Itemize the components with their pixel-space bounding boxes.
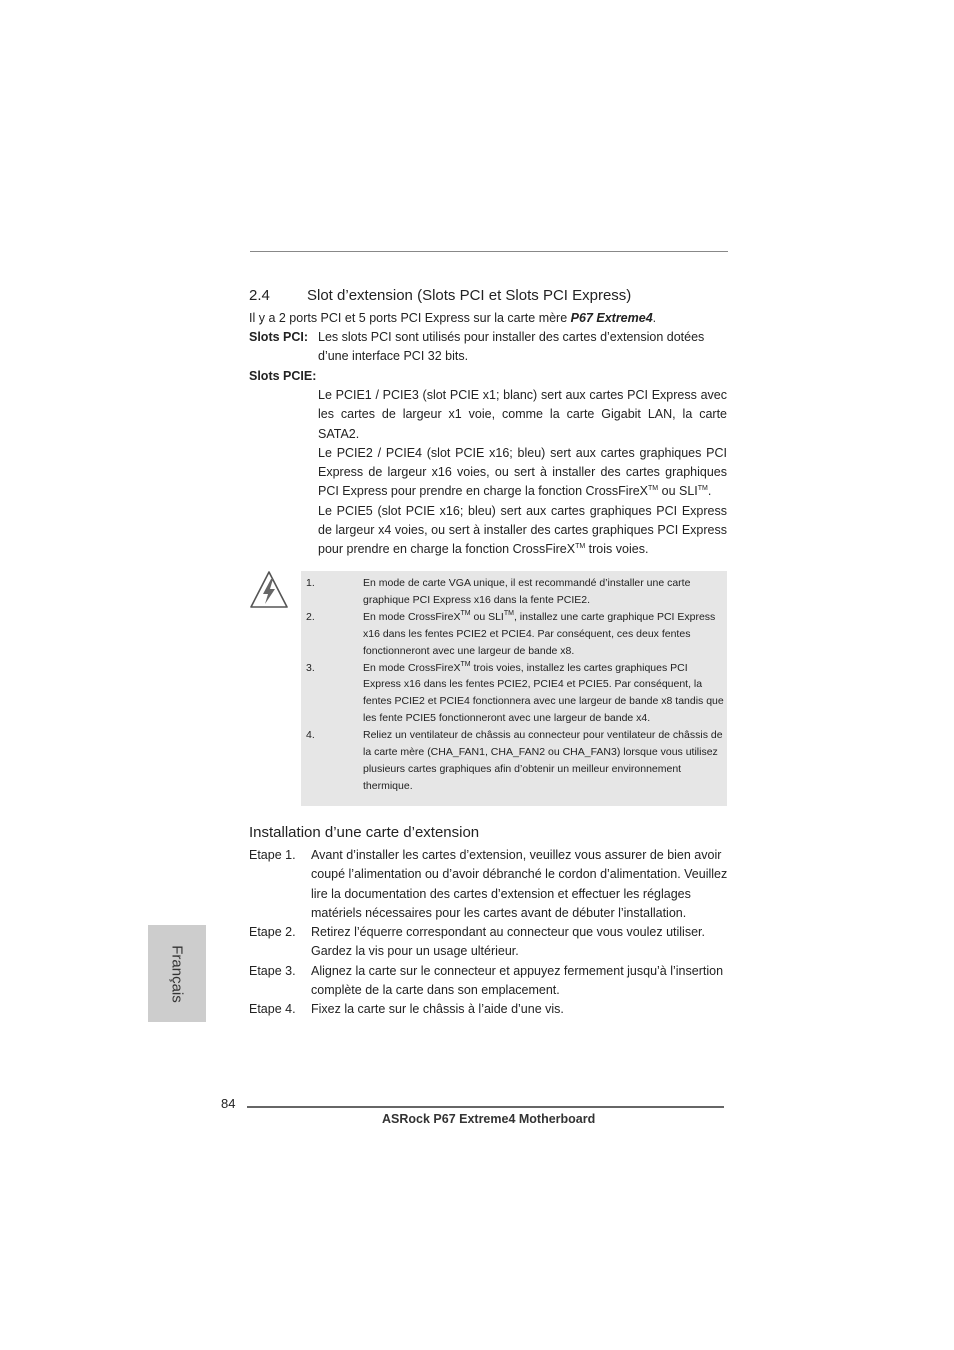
trademark: TM [648, 485, 659, 493]
note-number: 1. [306, 577, 315, 589]
note-number: 2. [306, 610, 315, 623]
pci-description: Les slots PCI sont utilisés pour installer des cartes d’extension dotées d’une interface PCI 32 bits. [318, 330, 705, 364]
note-item [301, 609, 727, 660]
note-item [301, 727, 727, 795]
trademark: TM [460, 660, 471, 668]
note-box [301, 571, 727, 806]
note-text: En mode de carte VGA unique, il est recommandé d’installer une carte graphique PCI Express x16 dans la fente PCIE2. [363, 577, 691, 606]
step-text: Retirez l’équerre correspondant au connecteur que vous voulez utiliser. Gardez la vis pour un usage ultérieur. [311, 925, 705, 959]
pcie-label: Slots PCIE: [249, 369, 317, 383]
installation-steps [249, 846, 729, 1020]
pcie-p3-text-b: trois voies. [585, 542, 649, 557]
pcie-p3-text: Le PCIE5 (slot PCIE x16; bleu) sert aux cartes graphiques PCI Express de largeur x4 voies, ou sert à installer des cartes graphiques PCI Express pour prendre en charge la fonction CrossFireX [318, 503, 727, 557]
footer-rule [247, 1106, 724, 1108]
pcie-description [318, 386, 727, 560]
trademark: TM [503, 609, 514, 617]
note-text: Reliez un ventilateur de châssis au connecteur pour ventilateur de châssis de la carte mère (CHA_FAN1, CHA_FAN2 ou CHA_FAN3) lorsque vous utilisez plusieurs cartes graphiques afin d’obtenir un meilleur environnement thermique. [363, 729, 723, 792]
step-label: Etape 4. [249, 1002, 296, 1017]
step-text: Alignez la carte sur le connecteur et appuyez fermement jusqu’à l’insertion complète de la carte dans son emplacement. [311, 963, 724, 998]
note-text: En mode CrossFireX [363, 610, 461, 623]
pcie-paragraph-1: Le PCIE1 / PCIE3 (slot PCIE x1; blanc) sert aux cartes PCI Express avec les cartes de largeur x1 voie, comme la carte Gigabit LAN, la carte SATA2. [318, 388, 727, 441]
intro-text: Il y a 2 ports PCI et 5 ports PCI Express sur la carte mère [249, 311, 571, 325]
pcie-p2-text-c: . [707, 484, 712, 499]
model-name: P67 Extreme4 [570, 311, 653, 325]
section-heading [249, 287, 631, 304]
pcie-paragraph-3 [318, 502, 727, 560]
intro-suffix: . [652, 311, 657, 325]
note-item [301, 660, 727, 728]
warning-icon [249, 570, 289, 610]
note-item [301, 575, 727, 609]
step-item [249, 1000, 729, 1019]
step-item [249, 962, 729, 1001]
step-text: Avant d’installer les cartes d’extension, veuillez vous assurer de bien avoir coupé l’alimentation ou d’avoir débranché le cordon d’alimentation. Veuillez lire la documentation des cartes d’extension et effectuer les réglages matériels nécessaires pour les cartes avant de débuter l’installation. [311, 848, 728, 920]
note-text: En mode CrossFireX [363, 661, 461, 674]
section-title: Slot d’extension (Slots PCI et Slots PCI Express) [307, 287, 632, 304]
language-tab [148, 925, 206, 1022]
trademark: TM [697, 485, 708, 493]
step-item [249, 923, 729, 962]
note-text-c: , installez une carte graphique PCI Express x16 dans les fentes PCIE2 et PCIE4. Par conséquent, ces deux fentes fonctionneront avec une largeur de bande x8. [363, 610, 716, 657]
language-tab-label: Français [168, 944, 186, 1003]
footer-title: ASRock P67 Extreme4 Motherboard [382, 1112, 596, 1126]
step-label: Etape 3. [249, 963, 296, 978]
installation-heading: Installation d’une carte d’extension [249, 824, 480, 841]
pcie-paragraph-2 [318, 444, 727, 502]
section-number: 2.4 [249, 287, 270, 304]
trademark: TM [575, 543, 586, 551]
trademark: TM [460, 609, 471, 617]
top-rule [250, 251, 728, 252]
note-text-b: trois voies, installez les cartes graphiques PCI Express x16 dans les fentes PCIE2, PCIE4 et PCIE5. Par conséquent, la fentes PCIE2 et PCIE4 fonctionnera avec une largeur de bande x8 tandis que les fente PCIE5 fonctionneront avec une largeur de bande x4. [363, 661, 724, 725]
note-number: 4. [306, 729, 315, 742]
step-label: Etape 2. [249, 925, 296, 940]
pci-label: Slots PCI: [249, 330, 309, 344]
step-item [249, 846, 729, 923]
note-number: 3. [306, 661, 315, 674]
step-label: Etape 1. [249, 848, 296, 862]
pcie-p2-text-b: ou SLI [658, 484, 698, 499]
pcie-p2-text: Le PCIE2 / PCIE4 (slot PCIE x16; bleu) sert aux cartes graphiques PCI Express de largeur x16 voies, ou sert à installer des cartes graphiques PCI Express pour prendre en charge la fonction CrossFireX [318, 445, 727, 499]
step-text: Fixez la carte sur le châssis à l’aide d’une vis. [311, 1002, 564, 1017]
note-text-b: ou SLI [470, 610, 504, 623]
intro-paragraph [249, 309, 729, 328]
note-list [301, 575, 727, 795]
page-number: 84 [221, 1096, 236, 1111]
